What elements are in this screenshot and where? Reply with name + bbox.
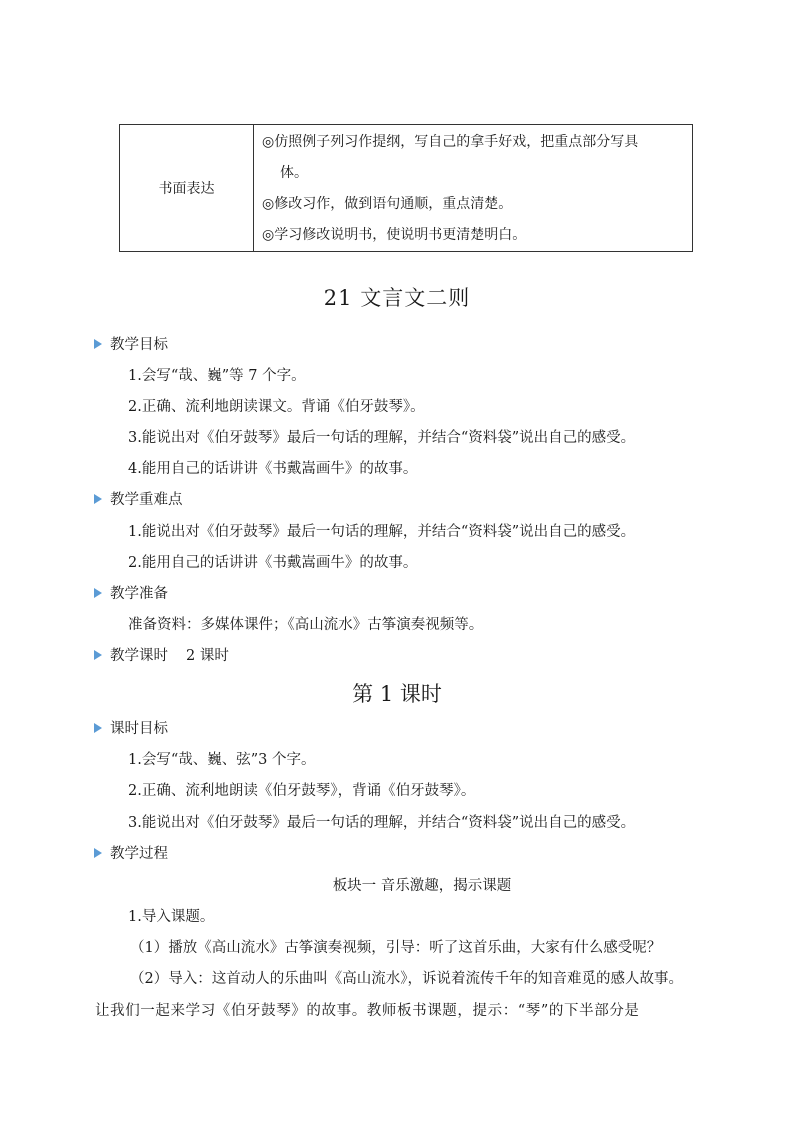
triangle-bullet-icon [94,723,102,733]
section-heading-text: 教学课时 [110,648,168,664]
paragraph-continuation: 让我们一起来学习《伯牙鼓琴》的故事。教师板书课题，提示：“琴”的下半部分是 [95,1003,640,1019]
sub-step: （2）导入：这首动人的乐曲叫《高山流水》，诉说着流传千年的知音难觅的感人故事。 [130,971,683,987]
section-heading-hours [94,644,229,665]
step-item: 1.导入课题。 [128,909,215,925]
section-heading-key-points [94,488,183,509]
triangle-bullet-icon [94,848,102,858]
list-item: 4.能用自己的话讲讲《书戴嵩画牛》的故事。 [128,461,418,477]
block-title: 板块一 音乐激趣，揭示课题 [332,878,512,894]
section-heading-goals [94,333,168,354]
period-title: 第 1 课时 [352,682,442,706]
table-row: 体。 [280,165,308,181]
list-item: 1.会写“哉、巍”等 7 个字。 [128,368,306,384]
hours-value: 2 课时 [186,648,229,664]
lesson-title: 21 文言文二则 [323,286,471,310]
section-heading-text: 教学准备 [110,586,168,602]
section-heading-text: 教学目标 [110,337,168,353]
list-item: 2.正确、流利地朗读课文。背诵《伯牙鼓琴》。 [128,399,425,415]
writing-requirements-table [119,124,693,252]
section-heading-text: 课时目标 [110,721,168,737]
section-heading-text: 教学过程 [110,846,168,862]
section-heading-period-goals [94,717,168,738]
triangle-bullet-icon [94,339,102,349]
table-content [254,125,693,252]
list-item: 1.能说出对《伯牙鼓琴》最后一句话的理解，并结合“资料袋”说出自己的感受。 [128,524,636,540]
section-heading-preparation [94,582,168,603]
triangle-bullet-icon [94,650,102,660]
section-heading-process [94,842,168,863]
list-item: 2.正确、流利地朗读《伯牙鼓琴》，背诵《伯牙鼓琴》。 [128,783,476,799]
list-item: 3.能说出对《伯牙鼓琴》最后一句话的理解，并结合“资料袋”说出自己的感受。 [128,815,636,831]
list-item: 1.会写“哉、巍、弦”3 个字。 [128,752,316,768]
list-item: 2.能用自己的话讲讲《书戴嵩画牛》的故事。 [128,555,418,571]
table-row: ◎仿照例子列习作提纲，写自己的拿手好戏，把重点部分写具 [262,134,639,150]
sub-step: （1）播放《高山流水》古筝演奏视频，引导：听了这首乐曲，大家有什么感受呢？ [130,940,662,956]
table-label: 书面表达 [120,125,254,252]
preparation-text: 准备资料：多媒体课件；《高山流水》古筝演奏视频等。 [128,617,484,633]
triangle-bullet-icon [94,588,102,598]
table-row: ◎学习修改说明书，使说明书更清楚明白。 [262,227,527,243]
section-heading-text: 教学重难点 [110,492,183,508]
table-row: ◎修改习作，做到语句通顺，重点清楚。 [262,196,513,212]
list-item: 3.能说出对《伯牙鼓琴》最后一句话的理解，并结合“资料袋”说出自己的感受。 [128,430,636,446]
triangle-bullet-icon [94,494,102,504]
